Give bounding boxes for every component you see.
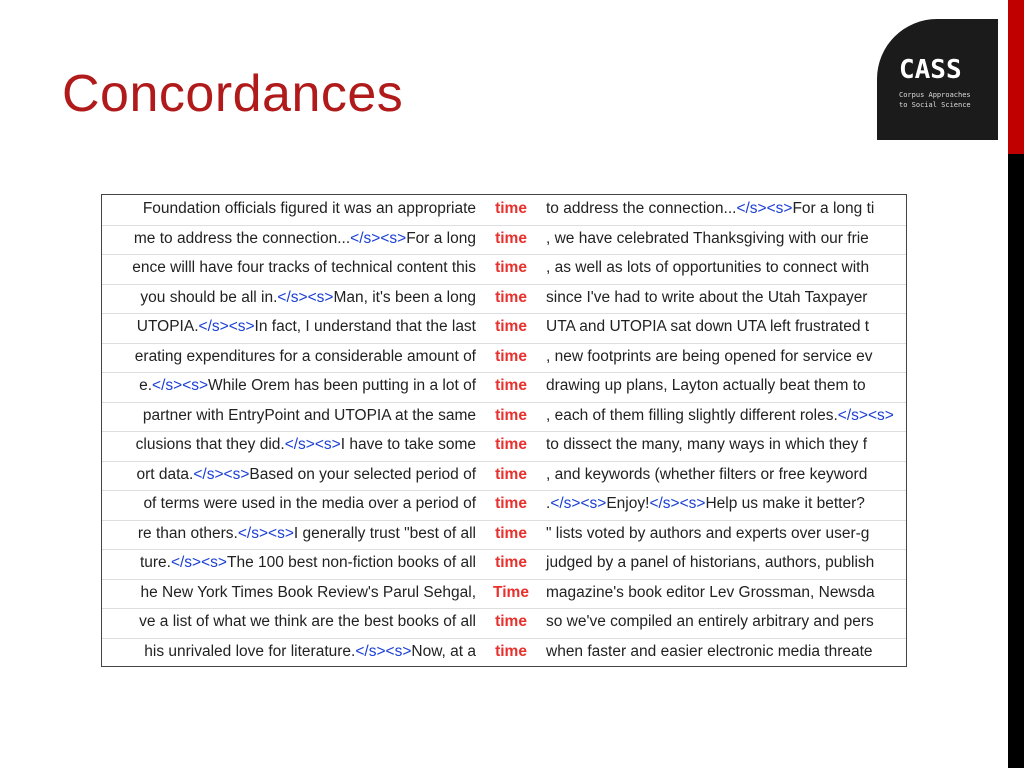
- right-context: [546, 436, 867, 454]
- right-context: [546, 613, 874, 631]
- right-edge-accent: [1008, 0, 1024, 154]
- node-word: time: [495, 229, 527, 247]
- left-context: [136, 466, 476, 484]
- right-context-text: Enjoy!: [606, 495, 650, 512]
- right-context: [546, 525, 869, 543]
- sentence-open-tag: <s>: [679, 495, 706, 512]
- sentence-close-tag: </s>: [170, 554, 202, 571]
- left-context: [143, 407, 476, 425]
- left-context-text: Based on your selected period of: [249, 465, 476, 483]
- right-context: [546, 377, 866, 395]
- left-context-text: erating expenditures for a considerable amount of: [134, 347, 476, 365]
- sentence-close-tag: </s>: [350, 229, 381, 247]
- node-word: time: [495, 554, 527, 571]
- node-word: time: [495, 465, 527, 483]
- right-context-text: to dissect the many, many ways in which they f: [546, 436, 868, 453]
- right-context: [546, 230, 869, 248]
- concordance-row: [102, 579, 906, 610]
- right-context-text: magazine's book editor Lev Grossman, Newsda: [546, 583, 875, 601]
- sentence-open-tag: <s>: [867, 406, 894, 424]
- sentence-close-tag: </s>: [355, 642, 386, 660]
- left-context-text: you should be all in.: [140, 288, 278, 306]
- left-context: [139, 613, 476, 631]
- right-context: [546, 289, 867, 307]
- left-context-text: I have to take some: [340, 436, 476, 453]
- node-word: time: [495, 613, 527, 630]
- right-context: [546, 200, 874, 218]
- right-context: [546, 407, 894, 425]
- left-context: [140, 554, 476, 572]
- right-context-text: , new footprints are being opened for service ev: [546, 347, 873, 365]
- sentence-open-tag: <s>: [380, 229, 407, 247]
- sentence-close-tag: </s>: [193, 465, 224, 483]
- left-context: [144, 643, 476, 661]
- right-context-text: , each of them filling slightly different roles.: [546, 406, 838, 424]
- sentence-close-tag: </s>: [198, 318, 229, 335]
- concordance-row: [102, 284, 906, 315]
- left-context-text: ve a list of what we think are the best books of all: [139, 613, 476, 630]
- left-context-text: clusions that they did.: [135, 436, 285, 453]
- concordance-row: [102, 313, 906, 344]
- right-context: [546, 495, 865, 513]
- sentence-open-tag: <s>: [201, 554, 227, 571]
- right-context: [546, 643, 873, 661]
- left-context-text: Man, it's been a long: [333, 288, 476, 306]
- concordance-row: [102, 195, 906, 226]
- sentence-close-tag: </s>: [284, 436, 315, 453]
- node-word: time: [495, 495, 527, 512]
- logo-subtitle-line1: Corpus Approaches: [899, 91, 971, 99]
- right-context: [546, 348, 873, 366]
- left-context: [132, 259, 476, 277]
- node-word: time: [495, 377, 527, 394]
- logo-name: CASS: [899, 55, 962, 85]
- node-word: time: [495, 288, 527, 306]
- left-context: [134, 230, 476, 248]
- concordance-row: [102, 638, 906, 668]
- sentence-close-tag: </s>: [277, 288, 308, 306]
- slide-title: Concordances: [62, 65, 404, 123]
- right-context-text: so we've compiled an entirely arbitrary and pers: [546, 613, 874, 630]
- left-context-text: While Orem has been putting in a lot of: [208, 377, 476, 394]
- left-context-text: he New York Times Book Review's Parul Sehgal,: [140, 583, 476, 601]
- left-context: [143, 495, 476, 513]
- left-context: [140, 584, 476, 602]
- concordance-table: [101, 194, 907, 667]
- left-context-text: Now, at a: [411, 642, 476, 660]
- sentence-open-tag: <s>: [314, 436, 341, 453]
- left-context-text: partner with EntryPoint and UTOPIA at the same: [142, 406, 476, 424]
- right-context-text: , and keywords (whether filters or free keyword: [546, 465, 868, 483]
- right-context: [546, 259, 869, 277]
- node-word: Time: [493, 583, 529, 601]
- left-context-text: his unrivaled love for literature.: [144, 642, 356, 660]
- sentence-close-tag: </s>: [649, 495, 680, 512]
- right-context-text: since I've had to write about the Utah Taxpayer: [546, 288, 868, 306]
- left-context-text: In fact, I understand that the last: [254, 318, 476, 335]
- left-context-text: Foundation officials figured it was an appropriate: [142, 200, 476, 217]
- concordance-row: [102, 520, 906, 551]
- right-context-text: to address the connection...: [546, 200, 737, 217]
- logo-subtitle: [899, 90, 971, 110]
- concordance-row: [102, 431, 906, 462]
- logo-subtitle-line2: to Social Science: [899, 101, 971, 109]
- sentence-close-tag: </s>: [837, 406, 868, 424]
- sentence-close-tag: </s>: [237, 524, 269, 542]
- left-context-text: e.: [139, 377, 153, 394]
- cass-logo: [877, 19, 998, 140]
- concordance-row: [102, 549, 906, 580]
- node-word: time: [495, 436, 527, 453]
- left-context: [136, 436, 476, 454]
- left-context: [140, 289, 476, 307]
- right-context: [546, 554, 874, 572]
- sentence-close-tag: </s>: [152, 377, 183, 394]
- concordance-row: [102, 343, 906, 374]
- node-word: time: [495, 259, 527, 276]
- left-context: [138, 525, 476, 543]
- node-word: time: [495, 200, 527, 217]
- left-context-text: ort data.: [136, 465, 194, 483]
- left-context: [135, 348, 476, 366]
- sentence-close-tag: </s>: [736, 200, 767, 217]
- left-context: [139, 377, 476, 395]
- concordance-row: [102, 225, 906, 256]
- right-context-text: " lists voted by authors and experts over user-g: [546, 524, 870, 542]
- left-context-text: me to address the connection...: [133, 229, 351, 247]
- concordance-row: [102, 254, 906, 285]
- sentence-open-tag: <s>: [580, 495, 607, 512]
- right-context-text: Help us make it better?: [705, 495, 865, 512]
- right-context-text: , as well as lots of opportunities to connect with: [546, 259, 870, 276]
- node-word: time: [495, 524, 527, 542]
- right-context-text: drawing up plans, Layton actually beat them to: [546, 377, 866, 394]
- left-context-text: ence willl have four tracks of technical content this: [132, 259, 476, 276]
- concordance-row: [102, 608, 906, 639]
- left-context-text: of terms were used in the media over a period of: [143, 495, 476, 512]
- sentence-open-tag: <s>: [766, 200, 793, 217]
- left-context-text: I generally trust "best of all: [293, 524, 476, 542]
- left-context-text: ture.: [139, 554, 171, 571]
- concordance-row: [102, 490, 906, 521]
- node-word: time: [495, 318, 527, 335]
- concordance-row: [102, 372, 906, 403]
- concordance-row: [102, 402, 906, 433]
- left-context-text: re than others.: [137, 524, 238, 542]
- right-context-text: .: [546, 495, 551, 512]
- sentence-open-tag: <s>: [385, 642, 412, 660]
- right-context-text: For a long ti: [792, 200, 875, 217]
- right-context-text: UTA and UTOPIA sat down UTA left frustrated t: [546, 318, 870, 335]
- left-context-text: For a long: [406, 229, 476, 247]
- sentence-close-tag: </s>: [550, 495, 581, 512]
- sentence-open-tag: <s>: [182, 377, 209, 394]
- left-context-text: The 100 best non-fiction books of all: [226, 554, 476, 571]
- node-word: time: [495, 642, 527, 660]
- left-context: [137, 318, 476, 336]
- right-context: [546, 466, 867, 484]
- node-word: time: [495, 347, 527, 365]
- sentence-open-tag: <s>: [228, 318, 255, 335]
- concordance-row: [102, 461, 906, 492]
- left-context: [143, 200, 476, 218]
- right-context: [546, 584, 875, 602]
- sentence-open-tag: <s>: [268, 524, 294, 542]
- right-context-text: , we have celebrated Thanksgiving with our frie: [546, 229, 869, 247]
- node-word: time: [495, 406, 527, 424]
- sentence-open-tag: <s>: [307, 288, 334, 306]
- right-context-text: judged by a panel of historians, authors, publish: [546, 554, 875, 571]
- right-context-text: when faster and easier electronic media threate: [546, 642, 873, 660]
- left-context-text: UTOPIA.: [136, 318, 199, 335]
- right-context: [546, 318, 869, 336]
- sentence-open-tag: <s>: [223, 465, 250, 483]
